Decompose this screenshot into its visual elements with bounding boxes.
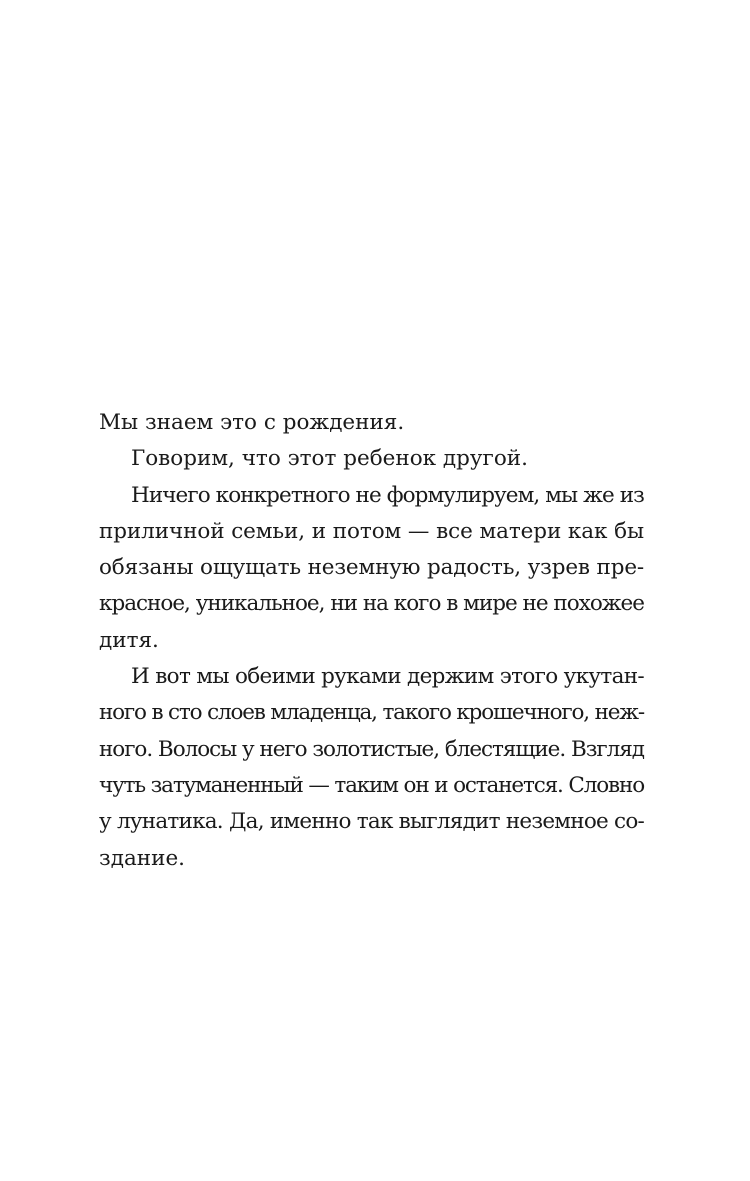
text-line: красное, уникальное, ни на кого в мире не похожее (99, 591, 644, 617)
text-line: здание. (99, 845, 185, 871)
text-line: у лунатика. Да, именно так выглядит неземное со- (99, 809, 644, 835)
text-line: обязаны ощущать неземную радость, узрев пре- (99, 555, 644, 581)
paragraph (99, 659, 644, 877)
paragraph (99, 478, 644, 659)
text-line: ного в сто слоев младенца, такого крошечного, неж- (99, 700, 644, 726)
text-line: Ничего конкретного не формулируем, мы же из (131, 482, 645, 508)
text-line: чуть затуманенный — таким он и останется. Словно (99, 772, 644, 798)
text-line: Мы знаем это с рождения. (99, 410, 405, 435)
paragraph (99, 441, 644, 477)
text-line: Говорим, что этот ребенок другой. (131, 446, 528, 472)
text-line: дитя. (99, 627, 159, 653)
body-text (99, 405, 644, 877)
text-line: приличной семьи, и потом — все матери как бы (99, 518, 644, 544)
text-line: ного. Волосы у него золотистые, блестящие. Взгляд (99, 736, 644, 762)
text-line: И вот мы обеими руками держим этого укутан- (131, 664, 644, 690)
paragraph (99, 405, 644, 441)
